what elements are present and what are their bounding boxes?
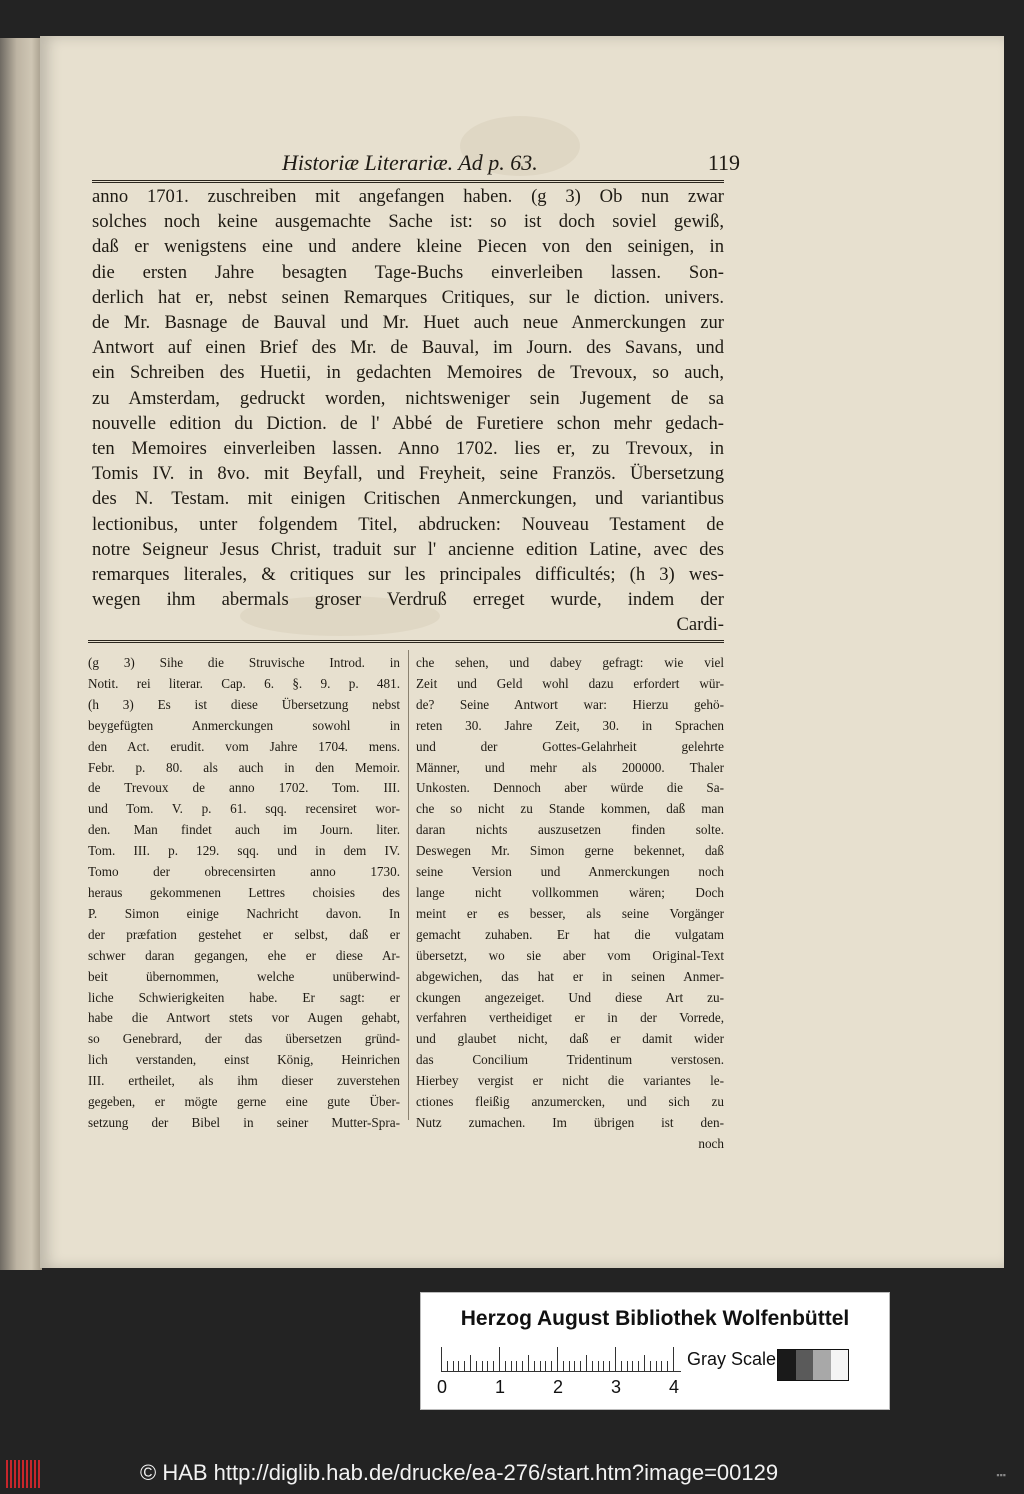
scale-tick <box>661 1361 662 1371</box>
footnote-line: (g 3) Sihe die Struvische Introd. in <box>88 655 400 670</box>
scale-tick <box>528 1355 529 1371</box>
footnotes-left-column <box>88 653 400 1134</box>
footnote-line: lange nicht vollkommen wären; Doch <box>416 884 724 900</box>
running-head <box>230 150 740 178</box>
scale-tick <box>453 1361 454 1371</box>
footnote-line: verfahren vertheidiget er in der Vorrede, <box>416 1010 724 1026</box>
color-calibration-card <box>420 1292 890 1410</box>
footnote-line: schwer daran gegangen, ehe er diese Ar- <box>88 947 400 963</box>
scale-tick <box>441 1347 442 1371</box>
text-line: derlich hat er, nebst seinen Remarques Critiques, sur le diction. univers. <box>92 286 724 308</box>
scale-tick <box>534 1361 535 1371</box>
footnote-line: abgewichen, das hat er in seinen Anmer- <box>416 968 724 984</box>
footnote-line: so Genebrard, der das übersetzen gründ- <box>88 1031 400 1047</box>
scale-tick <box>656 1361 657 1371</box>
gray-swatch <box>813 1350 831 1380</box>
footnote-line: den Act. erudit. vom Jahre 1704. mens. <box>88 738 400 754</box>
scale-tick <box>470 1355 471 1371</box>
text-line: die ersten Jahre besagten Tage-Buchs einverleiben lassen. Son- <box>92 261 724 283</box>
scale-tick <box>563 1361 564 1371</box>
scale-tick <box>580 1361 581 1371</box>
scale-tick <box>592 1361 593 1371</box>
footnote-line: den. Man findet auch im Journ. liter. <box>88 822 400 838</box>
footnote-line: das Concilium Tridentinum verstosen. <box>416 1052 724 1068</box>
scale-tick <box>540 1361 541 1371</box>
scale-tick <box>545 1361 546 1371</box>
footnote-rule <box>88 640 724 643</box>
centimeter-scale <box>441 1347 681 1372</box>
scale-tick <box>551 1361 552 1371</box>
footnote-line: Nutz zumachen. Im übrigen ist den- <box>416 1114 724 1130</box>
footer-bar <box>0 1452 1024 1494</box>
scale-tick <box>487 1361 488 1371</box>
scale-tick <box>464 1361 465 1371</box>
footnote-line: Tomo der obrecensirten anno 1730. <box>88 864 400 880</box>
footnote-line: und glaubet nicht, daß er damit wider <box>416 1031 724 1047</box>
text-line: remarques literales, & critiques sur les principales difficultés; (h 3) wes- <box>92 564 724 586</box>
scale-tick <box>516 1361 517 1371</box>
text-line: ein Schreiben des Huetii, in gedachten Memoires de Trevoux, so auch, <box>92 362 724 384</box>
library-name: Herzog August Bibliothek Wolfenbüttel <box>460 1307 850 1330</box>
footnote-line: gemacht zuhaben. Er hat die vulgatam <box>416 926 724 942</box>
scale-tick <box>511 1361 512 1371</box>
gray-scale-label: Gray Scale <box>687 1349 777 1369</box>
scale-tick <box>598 1361 599 1371</box>
footnote-line: Unkosten. Dennoch aber würde die Sa- <box>416 780 724 796</box>
footnote-line: Hierbey vergist er nicht die variantes le- <box>416 1073 724 1089</box>
footnote-line: ctiones fleißig anzumercken, und sich zu <box>416 1094 724 1110</box>
text-line: anno 1701. zuschreiben mit angefangen haben. (g 3) Ob nun zwar <box>92 186 724 207</box>
footnote-line: lich verstanden, einst König, Heinrichen <box>88 1052 400 1068</box>
scale-tick <box>644 1355 645 1371</box>
footnote-line: gegeben, er mögte gerne eine gute Über- <box>88 1094 400 1110</box>
footnote-line: Notit. rei literar. Cap. 6. §. 9. p. 481. <box>88 675 400 691</box>
scale-number: 4 <box>669 1377 680 1397</box>
footnote-line: daran nichts auszusetzen finden solte. <box>416 822 724 838</box>
text-line: ten Memoires einverleiben lassen. Anno 1702. lies er, zu Trevoux, in <box>92 438 724 460</box>
gray-swatch <box>796 1350 814 1380</box>
footnote-line: meint er es besser, als seine Vorgänger <box>416 905 724 921</box>
scale-tick <box>586 1355 587 1371</box>
footnote-line: und der Gottes-Gelahrheit gelehrte <box>416 738 724 754</box>
footnote-line: noch <box>698 1135 724 1151</box>
scale-tick <box>673 1347 674 1371</box>
main-text <box>92 184 724 638</box>
footnote-line: heraus gekommenen Lettres choisies des <box>88 884 400 900</box>
footnotes-right-column <box>416 653 724 1155</box>
footnote-line: setzung der Bibel in seiner Mutter-Spra- <box>88 1114 400 1130</box>
footnote-line: und Tom. V. p. 61. sqq. recensiret wor- <box>88 801 400 817</box>
header-rule <box>92 180 724 183</box>
footnote-line: übersetzt, wo sie aber vom Original-Text <box>416 947 724 963</box>
hab-logo-icon <box>6 1460 42 1488</box>
scale-tick <box>603 1361 604 1371</box>
scale-tick <box>522 1361 523 1371</box>
footnote-line: liche Schwierigkeiten habe. Er sagt: er <box>88 989 400 1005</box>
scale-tick <box>447 1361 448 1371</box>
text-line: des N. Testam. mit einigen Critischen Anmerckungen, und variantibus <box>92 488 724 510</box>
scale-number: 0 <box>437 1377 448 1397</box>
scale-number: 3 <box>611 1377 622 1397</box>
scale-number: 2 <box>553 1377 564 1397</box>
footnote-line: de? Seine Antwort war: Hierzu gehö- <box>416 696 724 712</box>
footnote-line: de Trevoux de anno 1702. Tom. III. <box>88 780 400 796</box>
scale-tick <box>615 1347 616 1371</box>
running-title: Historiæ Literariæ. Ad p. 63. <box>282 150 538 175</box>
scale-tick <box>667 1361 668 1371</box>
gray-swatch <box>778 1350 796 1380</box>
footnote-line: beygefügten Anmerckungen sowohl in <box>88 717 400 733</box>
scale-tick <box>621 1361 622 1371</box>
scale-number: 1 <box>495 1377 506 1397</box>
footnote-line: Deswegen Mr. Simon gerne bekennet, daß <box>416 843 724 859</box>
footnote-line: Febr. p. 80. als auch in den Memoir. <box>88 759 400 775</box>
scale-tick <box>505 1361 506 1371</box>
scale-tick <box>482 1361 483 1371</box>
page-number: 119 <box>707 150 740 175</box>
scale-tick <box>638 1361 639 1371</box>
footnote-line: III. ertheilet, als ihm dieser zuverstehen <box>88 1073 400 1089</box>
scale-tick <box>574 1361 575 1371</box>
text-line: solches noch keine ausgemachte Sache ist: so ist doch soviel gewiß, <box>92 211 724 233</box>
footnote-line: habe die Antwort stets vor Augen gehabt, <box>88 1010 400 1026</box>
footnote-line: che so nicht zu Stande kommen, daß man <box>416 801 724 817</box>
footnote-line: seine Version und Anmerckungen noch <box>416 864 724 880</box>
scale-tick <box>569 1361 570 1371</box>
footnote-line: ckungen angezeiget. Und diese Art zu- <box>416 989 724 1005</box>
gray-swatch <box>831 1350 849 1380</box>
text-line: Tomis IV. in 8vo. mit Beyfall, und Freyheit, seine Französ. Übersetzung <box>92 463 724 485</box>
footnote-line: der præfation gestehet er selbst, daß er <box>88 926 400 942</box>
scale-tick <box>627 1361 628 1371</box>
footnote-line: Tom. III. p. 129. sqq. und in dem IV. <box>88 843 400 859</box>
scale-tick <box>493 1361 494 1371</box>
gray-scale-swatches <box>777 1349 849 1381</box>
scale-tick <box>476 1361 477 1371</box>
copyright-url[interactable]: © HAB http://diglib.hab.de/drucke/ea-276/start.htm?image=00129 <box>140 1460 779 1485</box>
scale-tick <box>458 1361 459 1371</box>
footnote-line: P. Simon einige Nachricht davon. In <box>88 905 400 921</box>
scale-tick <box>609 1361 610 1371</box>
text-line: nouvelle edition du Diction. de l' Abbé de Furetiere schon mehr gedach- <box>92 412 724 434</box>
footnote-line: beit übernommen, welche unüberwind- <box>88 968 400 984</box>
previous-page-edge <box>0 38 42 1270</box>
text-line: Cardi- <box>676 614 724 636</box>
text-line: de Mr. Basnage de Bauval und Mr. Huet auch neue Anmerckungen zur <box>92 312 724 334</box>
text-line: zu Amsterdam, gedruckt worden, nichtsweniger sein Jugement de sa <box>92 387 724 409</box>
text-line: Antwort auf einen Brief des Mr. de Bauval, im Journ. des Savans, und <box>92 337 724 359</box>
footnote-line: che sehen, und dabey gefragt: wie viel <box>416 655 724 670</box>
scale-tick <box>632 1361 633 1371</box>
footnote-line: reten 30. Jahre Zeit, 30. in Sprachen <box>416 717 724 733</box>
scale-tick <box>650 1361 651 1371</box>
scale-tick <box>499 1347 500 1371</box>
text-line: lectionibus, unter folgendem Titel, abdrucken: Nouveau Testament de <box>92 513 724 535</box>
footnote-line: (h 3) Es ist diese Übersetzung nebst <box>88 696 400 712</box>
footer-mark: ▪▪▪ <box>996 1470 1006 1480</box>
footnote-line: Männer, und mehr als 200000. Thaler <box>416 759 724 775</box>
footnote-line: Zeit und Geld wohl dazu erfordert wür- <box>416 675 724 691</box>
column-divider <box>408 650 409 1120</box>
text-line: daß er wenigstens eine und andere kleine Piecen von den seinigen, in <box>92 236 724 258</box>
text-line: wegen ihm abermals groser Verdruß erreget wurde, indem der <box>92 589 724 611</box>
text-line: notre Seigneur Jesus Christ, traduit sur l' ancienne edition Latine, avec des <box>92 538 724 560</box>
scale-tick <box>557 1347 558 1371</box>
